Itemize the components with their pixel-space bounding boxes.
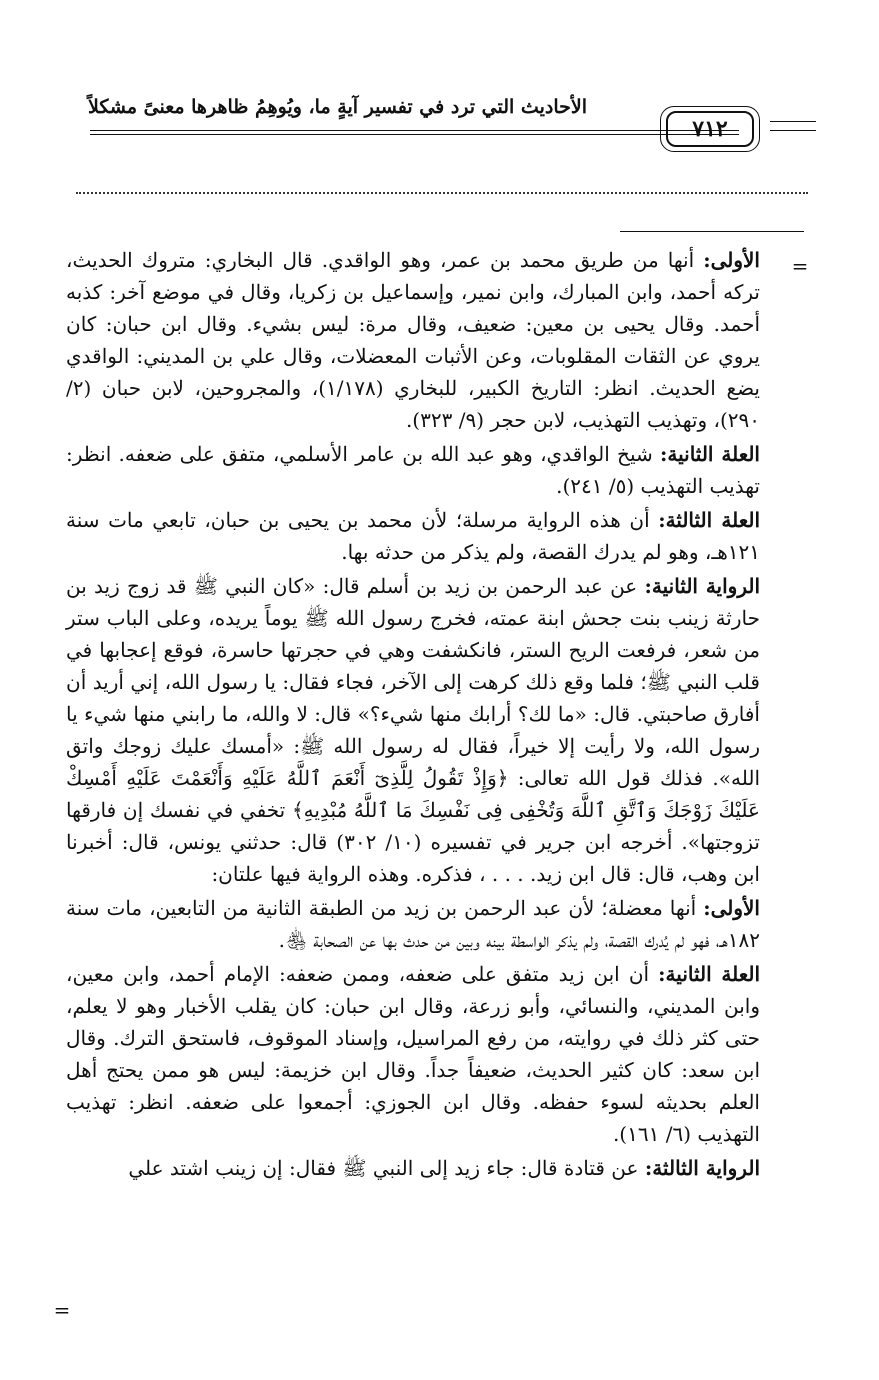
footnote-body [66,244,760,1186]
paragraph-label: الأولى: [703,896,760,920]
paragraph-second-defect [66,438,760,502]
paragraph-label: الرواية الثانية: [644,574,761,598]
paragraph-second-narration [66,570,760,890]
paragraph-text: عن عبد الرحمن بن زيد بن أسلم قال: «كان النبي ﷺ قد زوج زيد بن حارثة زينب بنت جحش ابنة عمته، فخرج رسول الله ﷺ يوماً يريده، وعلى الباب ستر من شعر، فرفعت الريح الستر، فانكشفت وهي في حجرتها حاسرة، فوقع إعجابها في قلب النبي ﷺ؛ فلما وقع ذلك كرهت إلى الآخر، فجاء فقال: يا رسول الله، إني أريد أن أفارق صاحبتي. قال: «ما لك؟ أرابك منها شيء؟» قال: لا والله، ما رابني منها شيء يا رسول الله، ولا رأيت إلا خيراً، فقال له رسول الله ﷺ: «أمسك عليك زوجك واتق الله». فذلك قول الله تعالى: ﴿وَإِذْ تَقُولُ لِلَّذِىٓ أَنْعَمَ ٱللَّهُ عَلَيْهِ وَأَنْعَمْتَ عَلَيْهِ أَمْسِكْ عَلَيْكَ زَوْجَكَ وَٱتَّقِ ٱللَّهَ وَتُخْفِى فِى نَفْسِكَ مَا ٱللَّهُ مُبْدِيهِ﴾ تخفي في نفسك إن فارقها تزوجتها». أخرجه ابن جرير في تفسيره (١٠/ ٣٠٢) قال: حدثني يونس، قال: أخبرنا ابن وهب، قال: قال ابن زيد. . . . ، فذكره. وهذه الرواية فيها علتان: [66,574,760,886]
page-header [0,92,879,162]
paragraph-label: العلة الثانية: [658,962,760,986]
running-title: الأحاديث التي ترد في تفسير آيةٍ ما، ويُوهِمُ ظاهرها معنىً مشكلاً [88,96,587,118]
paragraph-third-defect [66,504,760,568]
paragraph-third-narration [66,1152,760,1184]
paragraph-text: عن قتادة قال: جاء زيد إلى النبي ﷺ فقال: إن زينب اشتد علي [128,1156,645,1180]
paragraph-label: الرواية الثالثة: [644,1156,760,1180]
paragraph-text: شيخ الواقدي، وهو عبد الله بن عامر الأسلمي، متفق على ضعفه. انظر: تهذيب التهذيب (٥/ ٢٤١). [66,442,760,498]
continuation-mark-top: = [791,254,809,278]
header-rule-right [770,121,816,131]
paragraph-text: أنها من طريق محمد بن عمر، وهو الواقدي. قال البخاري: متروك الحديث، تركه أحمد، وابن المبارك، وابن نمير، وإسماعيل بن زكريا، وقال في موضع آخر: كذبه أحمد. وقال يحيى بن معين: ضعيف، وقال مرة: ليس بشيء. وقال ابن حبان: كان يروي عن الثقات المقلوبات، وعن الأثبات المعضلات، وقال علي بن المديني: الواقدي يضع الحديث. انظر: التاريخ الكبير، للبخاري (١/١٧٨)، والمجروحين، لابن حبان (٢/ ٢٩٠)، وتهذيب التهذيب، لابن حجر (٩/ ٣٢٣). [66,248,761,432]
paragraph-label: الأولى: [703,248,760,272]
page-number: ٧١٢ [666,111,754,147]
paragraph-second-defect-b [66,958,760,1150]
header-rule [90,130,739,135]
paragraph-text: أنها معضلة؛ لأن عبد الرحمن بن زيد من الطبقة الثانية من التابعين، مات سنة ١٨٢هـ، فهو لم يُدرك القصة، ولم يذكر الواسطة بينه وبين من حدث بها عن الصحابة ﵃. [66,896,760,952]
page-number-frame [660,106,760,152]
paragraph-label: العلة الثانية: [660,442,760,466]
paragraph-label: العلة الثالثة: [658,508,760,532]
paragraph-first-defect [66,244,760,436]
paragraph-text: أن هذه الرواية مرسلة؛ لأن محمد بن يحيى بن حبان، تابعي مات سنة ١٢١هـ، وهو لم يدرك القصة، ولم يذكر من حدثه بها. [66,508,760,564]
continuation-mark-bottom: = [53,1298,71,1322]
footnote-separator [620,231,804,232]
paragraph-first-defect-b [66,892,760,956]
paragraph-text: أن ابن زيد متفق على ضعفه، وممن ضعفه: الإمام أحمد، وابن معين، وابن المديني، والنسائي، وأبو زرعة، وقال ابن حبان: كان يقلب الأخبار وهو لا يعلم، حتى كثر ذلك في روايته، من رفع المراسيل، وإسناد الموقوف، فاستحق الترك. وقال ابن سعد: كان كثير الحديث، ضعيفاً جداً. وقال ابن خزيمة: ليس هو ممن يحتج أهل العلم بحديثه لسوء حفظه. وقال ابن الجوزي: أجمعوا على ضعفه. انظر: تهذيب التهذيب (٦/ ١٦١). [66,962,760,1146]
dotted-separator [76,192,808,194]
